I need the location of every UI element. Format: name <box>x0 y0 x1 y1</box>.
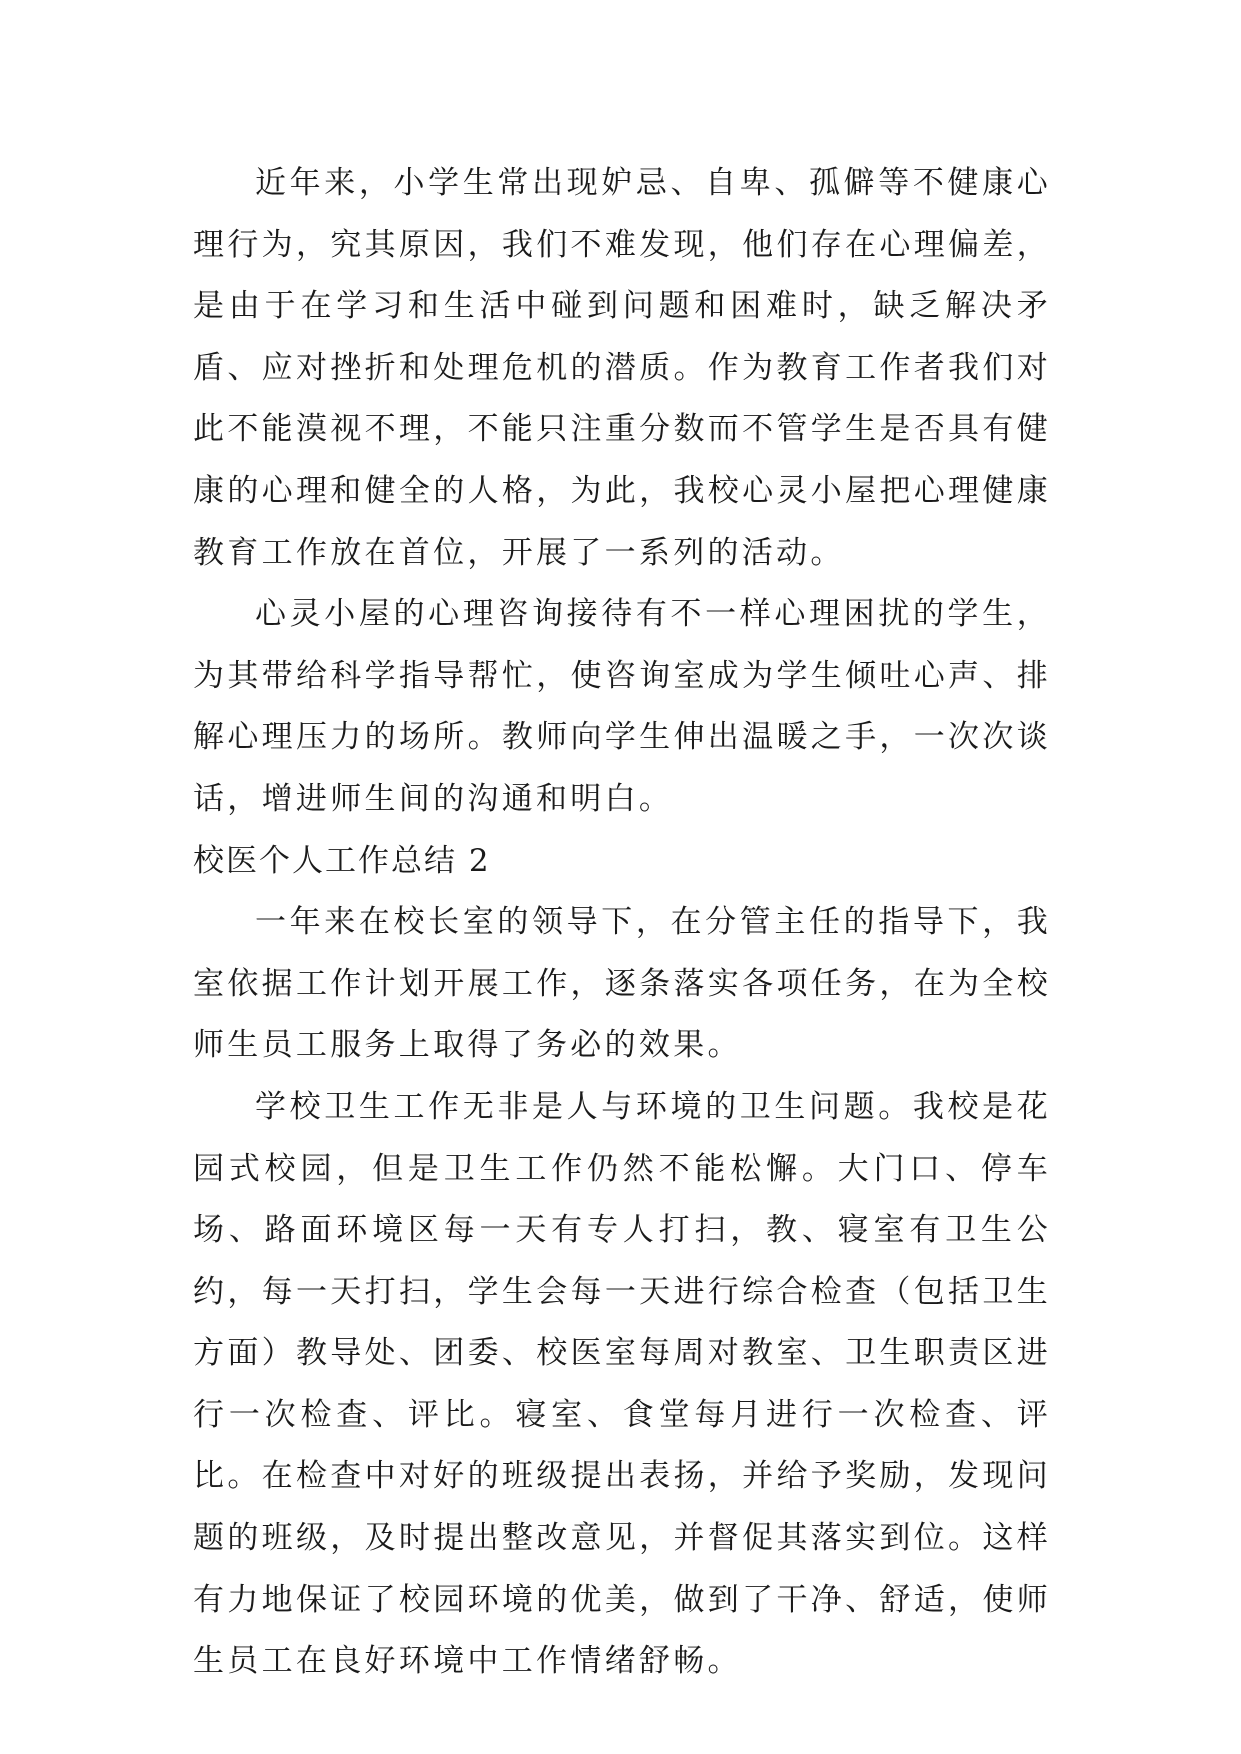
paragraph-counseling-room: 心灵小屋的心理咨询接待有不一样心理困扰的学生，为其带给科学指导帮忙，使咨询室成为学生倾吐心声、排解心理压力的场所。教师向学生伸出温暖之手，一次次谈话，增进师生间的沟通和明白。 <box>193 596 1051 817</box>
paragraph-mental-health-intro: 近年来，小学生常出现妒忌、自卑、孤僻等不健康心理行为，究其原因，我们不难发现，他们存在心理偏差，是由于在学习和生活中碰到问题和困难时，缺乏解决矛盾、应对挫折和处理危机的潜质。作为教育工作者我们对此不能漠视不理，不能只注重分数而不管学生是否具有健康的心理和健全的人格，为此，我校心灵小屋把心理健康教育工作放在首位，开展了一系列的活动。 <box>193 165 1051 571</box>
paragraph-annual-work: 一年来在校长室的领导下，在分管主任的指导下，我室依据工作计划开展工作，逐条落实各项任务，在为全校师生员工服务上取得了务必的效果。 <box>193 904 1051 1064</box>
section-heading: 校医个人工作总结 2 <box>193 842 491 879</box>
paragraph-school-hygiene: 学校卫生工作无非是人与环境的卫生问题。我校是花园式校园，但是卫生工作仍然不能松懈。大门口、停车场、路面环境区每一天有专人打扫，教、寝室有卫生公约，每一天打扫，学生会每一天进行综合检查（包括卫生方面）教导处、团委、校医室每周对教室、卫生职责区进行一次检查、评比。寝室、食堂每月进行一次检查、评比。在检查中对好的班级提出表扬，并给予奖励，发现问题的班级，及时提出整改意见，并督促其落实到位。这样有力地保证了校园环境的优美，做到了干净、舒适，使师生员工在良好环境中工作情绪舒畅。 <box>193 1088 1051 1680</box>
document-body <box>193 153 1051 1693</box>
